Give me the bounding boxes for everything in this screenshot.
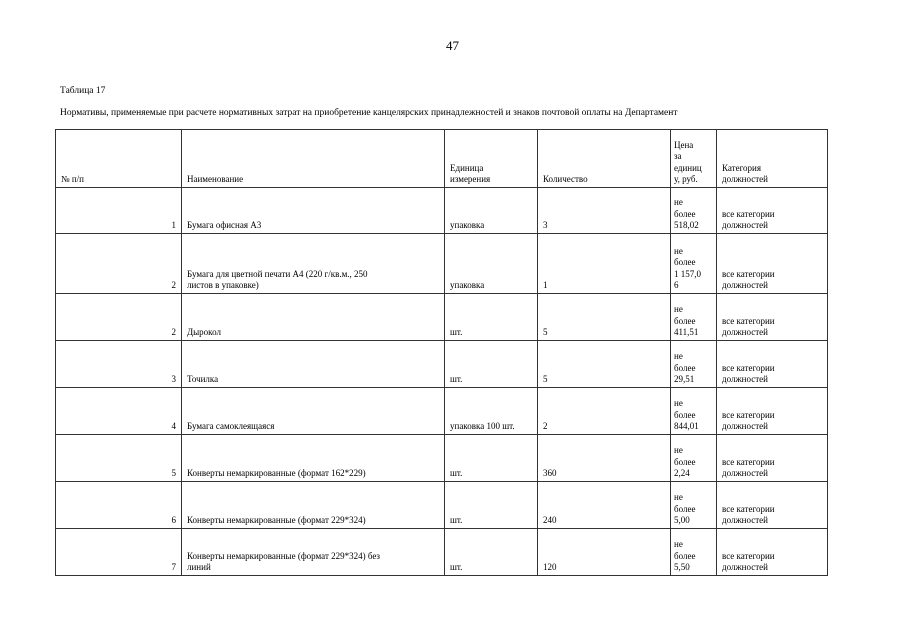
- cell-name: Конверты немаркированные (формат 229*324): [182, 482, 445, 529]
- norms-table: [55, 129, 828, 576]
- header-qty: Количество: [538, 130, 671, 188]
- cell-num: 6: [56, 482, 182, 529]
- cell-name: Конверты немаркированные (формат 162*229): [182, 435, 445, 482]
- cell-qty: 1: [538, 234, 671, 294]
- cell-unit: упаковка: [445, 234, 538, 294]
- cell-unit: упаковка 100 шт.: [445, 388, 538, 435]
- header-price: Цена за единиц у, руб.: [671, 130, 717, 188]
- cell-unit: шт.: [445, 435, 538, 482]
- cell-num: 3: [56, 341, 182, 388]
- cell-num: 7: [56, 529, 182, 576]
- header-num: № п/п: [56, 130, 182, 188]
- cell-price: не более 518,02: [671, 188, 717, 234]
- table-row: [56, 234, 828, 294]
- cell-num: 1: [56, 188, 182, 234]
- table-row: [56, 188, 828, 234]
- cell-num: 4: [56, 388, 182, 435]
- header-unit: Единица измерения: [445, 130, 538, 188]
- table-caption: Нормативы, применяемые при расчете нормативных затрат на приобретение канцелярских принадлежностей и знаков почтовой оплаты на Департамент: [60, 108, 678, 118]
- cell-unit: упаковка: [445, 188, 538, 234]
- cell-qty: 2: [538, 388, 671, 435]
- cell-qty: 5: [538, 341, 671, 388]
- cell-name: Точилка: [182, 341, 445, 388]
- cell-category: все категории должностей: [717, 294, 828, 341]
- cell-num: 5: [56, 435, 182, 482]
- cell-unit: шт.: [445, 294, 538, 341]
- cell-category: все категории должностей: [717, 234, 828, 294]
- cell-price: не более 5,50: [671, 529, 717, 576]
- cell-num: 2: [56, 234, 182, 294]
- cell-name: Бумага самоклеящаяся: [182, 388, 445, 435]
- table-label: Таблица 17: [60, 86, 106, 96]
- cell-price: не более 844,01: [671, 388, 717, 435]
- page-number: 47: [446, 38, 459, 53]
- cell-category: все категории должностей: [717, 529, 828, 576]
- cell-num: 2: [56, 294, 182, 341]
- table-row: [56, 482, 828, 529]
- table-row: [56, 529, 828, 576]
- cell-name: Бумага офисная А3: [182, 188, 445, 234]
- cell-price: не более 5,00: [671, 482, 717, 529]
- cell-unit: шт.: [445, 482, 538, 529]
- cell-unit: шт.: [445, 341, 538, 388]
- header-name: Наименование: [182, 130, 445, 188]
- cell-qty: 120: [538, 529, 671, 576]
- cell-category: все категории должностей: [717, 435, 828, 482]
- cell-price: не более 1 157,0 6: [671, 234, 717, 294]
- cell-name: Конверты немаркированные (формат 229*324) без линий: [182, 529, 445, 576]
- cell-name: Дырокол: [182, 294, 445, 341]
- cell-price: не более 29,51: [671, 341, 717, 388]
- table-header-row: [56, 130, 828, 188]
- cell-category: все категории должностей: [717, 482, 828, 529]
- header-category: Категория должностей: [717, 130, 828, 188]
- cell-price: не более 411,51: [671, 294, 717, 341]
- table-row: [56, 435, 828, 482]
- cell-category: все категории должностей: [717, 188, 828, 234]
- table-row: [56, 341, 828, 388]
- cell-qty: 3: [538, 188, 671, 234]
- cell-qty: 5: [538, 294, 671, 341]
- table-row: [56, 294, 828, 341]
- cell-category: все категории должностей: [717, 341, 828, 388]
- cell-name: Бумага для цветной печати А4 (220 г/кв.м., 250 листов в упаковке): [182, 234, 445, 294]
- cell-price: не более 2,24: [671, 435, 717, 482]
- table-row: [56, 388, 828, 435]
- cell-category: все категории должностей: [717, 388, 828, 435]
- cell-unit: шт.: [445, 529, 538, 576]
- cell-qty: 240: [538, 482, 671, 529]
- cell-qty: 360: [538, 435, 671, 482]
